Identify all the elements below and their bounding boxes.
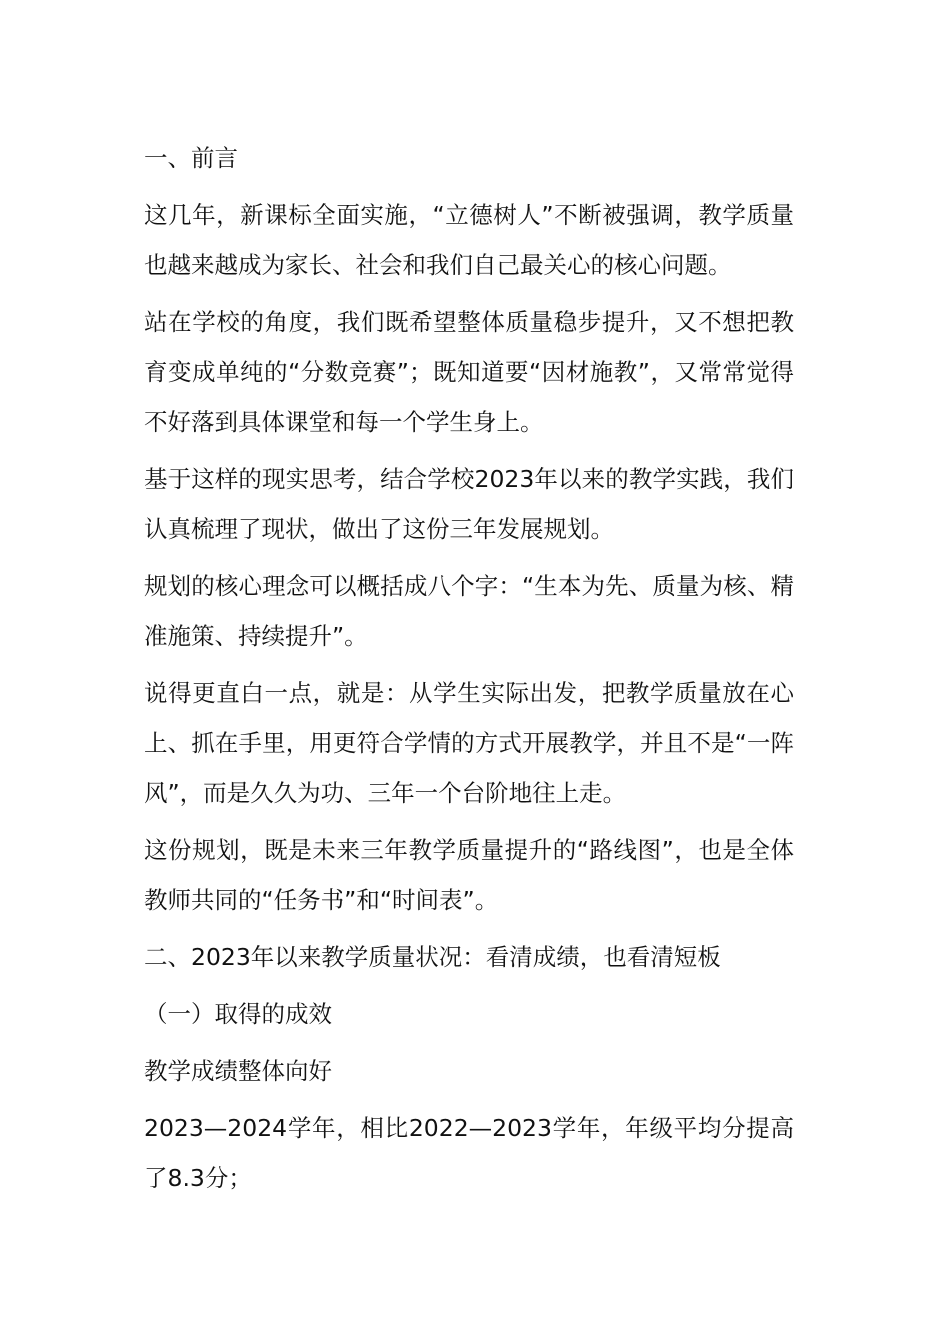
- paragraph-roadmap: 这份规划，既是未来三年教学质量提升的“路线图”，也是全体教师共同的“任务书”和“时间表”。: [144, 836, 794, 914]
- paragraph-plain-explanation: 说得更直白一点，就是：从学生实际出发，把教学质量放在心上、抓在手里，用更符合学情的方式开展教学，并且不是“一阵风”，而是久久为功、三年一个台阶地往上走。: [144, 679, 794, 807]
- item-title-overall-improvement: 教学成绩整体向好: [144, 1057, 332, 1085]
- subheading-achievements: （一）取得的成效: [144, 1000, 332, 1028]
- paragraph-score-improvement: 2023—2024学年，相比2022—2023学年，年级平均分提高了8.3分；: [144, 1114, 794, 1192]
- paragraph-background: 这几年，新课标全面实施，“立德树人”不断被强调，教学质量也越来越成为家长、社会和我们自己最关心的核心问题。: [144, 201, 794, 279]
- document-body: [144, 133, 794, 1203]
- paragraph-school-perspective: 站在学校的角度，我们既希望整体质量稳步提升，又不想把教育变成单纯的“分数竞赛”；既知道要“因材施教”，又常常觉得不好落到具体课堂和每一个学生身上。: [144, 308, 794, 436]
- paragraph-planning-basis: 基于这样的现实思考，结合学校2023年以来的教学实践，我们认真梳理了现状，做出了这份三年发展规划。: [144, 465, 794, 543]
- heading-status-since-2023: 二、2023年以来教学质量状况：看清成绩，也看清短板: [144, 943, 721, 971]
- heading-preface: 一、前言: [144, 144, 238, 172]
- paragraph-core-concept: 规划的核心理念可以概括成八个字：“生本为先、质量为核、精准施策、持续提升”。: [144, 572, 794, 650]
